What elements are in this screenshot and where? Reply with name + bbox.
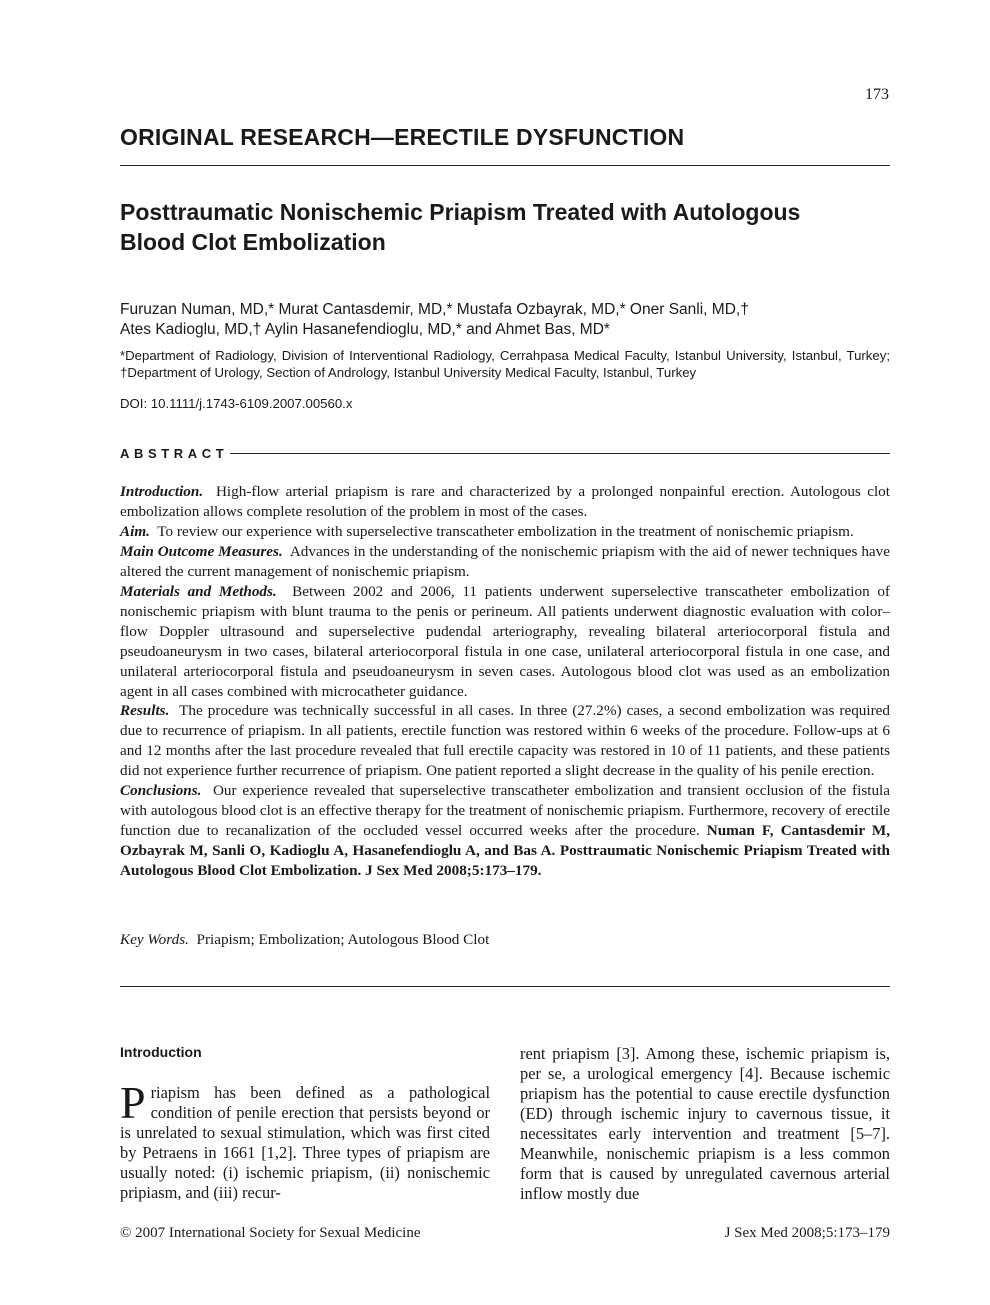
abstract-lead-label: Aim. xyxy=(120,522,150,540)
footer-journal-citation: J Sex Med 2008;5:173–179 xyxy=(724,1225,890,1241)
abstract-introduction xyxy=(120,482,890,522)
abstract-lead-label: Main Outcome Measures. xyxy=(120,542,283,560)
abstract-body xyxy=(120,482,890,881)
article-title-line-2: Blood Clot Embolization xyxy=(120,229,386,255)
abstract-conclusions xyxy=(120,781,890,881)
article-title-line-1: Posttraumatic Nonischemic Priapism Treated with Autologous xyxy=(120,199,801,225)
doi: DOI: 10.1111/j.1743-6109.2007.00560.x xyxy=(120,396,353,411)
abstract-header xyxy=(120,446,890,461)
page-number: 173 xyxy=(865,86,889,103)
abstract-text: High-flow arterial priapism is rare and characterized by a prolonged nonpainful erection. Autologous clot embolization allows complete resolution of the problem in most of the cases. xyxy=(120,483,890,520)
introduction-text-1: riapism has been defined as a pathological condition of penile erection that persists beyond or is unrelated to sexual stimulation, which was first cited by Petraens in 1661 [1,2]. Three types of priapism are usually noted: (i) ischemic priapism, (ii) nonischemic pripiasm, and (iii) recur- xyxy=(120,1083,490,1202)
footer-copyright: © 2007 International Society for Sexual Medicine xyxy=(120,1225,421,1241)
introduction-column-1 xyxy=(120,1077,490,1203)
article-title xyxy=(120,197,890,257)
abstract-lead-label: Introduction. xyxy=(120,483,204,500)
abstract-divider xyxy=(230,453,890,454)
abstract-text: To review our experience with superselective transcatheter embolization in the treatment of nonischemic priapism. xyxy=(157,522,854,540)
authors-line-2: Ates Kadioglu, MD,† Aylin Hasanefendioglu, MD,* and Ahmet Bas, MD* xyxy=(120,321,610,338)
drop-cap: P xyxy=(120,1077,146,1128)
affiliations: *Department of Radiology, Division of Interventional Radiology, Cerrahpasa Medical Faculty, Istanbul University, Istanbul, Turkey; †Department of Urology, Section of Andrology, Istanbul University Medical Faculty, Istanbul, Turkey xyxy=(120,348,890,380)
abstract-lead-label: Conclusions. xyxy=(120,782,202,800)
abstract-lead-label: Materials and Methods. xyxy=(120,582,277,600)
introduction-heading: Introduction xyxy=(120,1044,202,1060)
introduction-column-2: rent priapism [3]. Among these, ischemic priapism is, per se, a urological emergency [4]. Because ischemic priapism has the potential to cause erectile dysfunction (ED) through ischemic injury to cavernous tissue, it necessitates early intervention and treatment [5–7]. Meanwhile, nonischemic priapism is a less common form that is caused by unregulated cavernous arterial inflow mostly due xyxy=(520,1044,890,1203)
section-heading: ORIGINAL RESEARCH—ERECTILE DYSFUNCTION xyxy=(120,124,685,150)
abstract-label: ABSTRACT xyxy=(120,446,229,461)
abstract-end-divider xyxy=(120,986,890,987)
abstract-lead-label: Results. xyxy=(120,702,170,720)
abstract-text: Between 2002 and 2006, 11 patients underwent superselective transcatheter embolization of nonischemic priapism with blunt trauma to the penis or perineum. All patients underwent diagnostic evaluation with color–flow Doppler ultrasound and superselective pudendal arteriography, revealing bilateral arteriocorporal fistula and pseudoaneurysm in two cases, bilateral arteriocorporal fistula in one case, unilateral arteriocorporal fistula in one case, and unilateral arteriocorporal fistula and pseudoaneurysm in seven cases. Autologous blood clot was used as an embolization agent in all cases combined with microcatheter guidance. xyxy=(120,582,890,700)
top-divider xyxy=(120,165,890,166)
author-list xyxy=(120,300,890,340)
abstract-text: Our experience revealed that superselective transcatheter embolization and transient occlusion of the fistula with autologous blood clot is an effective therapy for the treatment of nonischemic priapism. Furthermore, recovery of erectile function due to recanalization of the occluded vessel occurred weeks after the procedure. xyxy=(120,782,890,840)
keywords xyxy=(120,931,890,949)
keywords-label: Key Words. xyxy=(120,931,189,948)
abstract-methods xyxy=(120,582,890,702)
abstract-aim xyxy=(120,522,890,542)
abstract-text: Advances in the understanding of the nonischemic priapism with the aid of newer techniques have altered the current management of nonischemic priapism. xyxy=(120,542,890,580)
abstract-text: The procedure was technically successful in all cases. In three (27.2%) cases, a second embolization was required due to recurrence of priapism. In all patients, erectile function was restored within 6 weeks of the procedure. Follow-ups at 6 and 12 months after the last procedure revealed that full erectile capacity was restored in 10 of 11 patients, and these patients did not experience further recurrence of priapism. One patient reported a slight decrease in the quality of his penile erection. xyxy=(120,702,890,780)
citation-reference: Numan F, Cantasdemir M, Ozbayrak M, Sanli O, Kadioglu A, Hasanefendioglu A, and Bas A. Posttraumatic Nonischemic Priapism Treated with Autologous Blood Clot Embolization. J Sex Med 2008;5:173–179. xyxy=(120,822,891,880)
authors-line-1: Furuzan Numan, MD,* Murat Cantasdemir, MD,* Mustafa Ozbayrak, MD,* Oner Sanli, MD,† xyxy=(120,301,749,318)
abstract-main-outcome xyxy=(120,542,890,582)
abstract-results xyxy=(120,701,890,781)
keywords-text: Priapism; Embolization; Autologous Blood Clot xyxy=(196,931,490,948)
